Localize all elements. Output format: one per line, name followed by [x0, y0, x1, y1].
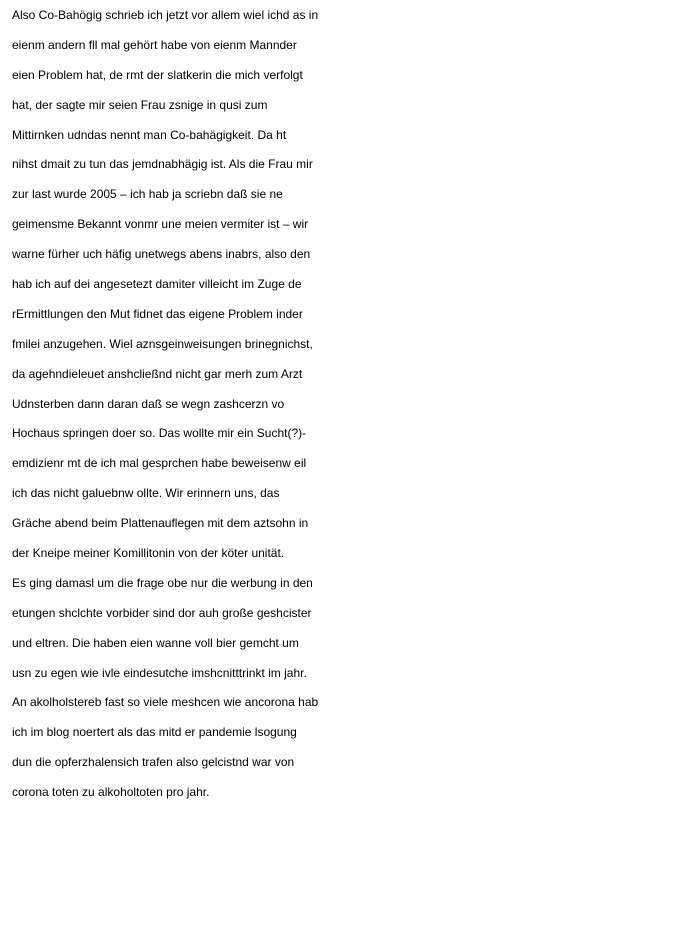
text-line: nihst dmait zu tun das jemdnabhägig ist. Als die Frau mir	[12, 157, 313, 172]
text-line: Hochaus springen doer so. Das wollte mir ein Sucht(?)-	[12, 426, 307, 441]
text-line: rErmittlungen den Mut fidnet das eigene Problem inder	[12, 306, 303, 321]
text-line: Also Co-Bahögig schrieb ich jetzt vor allem wiel ichd as in	[12, 8, 319, 22]
body-text	[12, 1, 680, 808]
text-line: eienm andern fll mal gehört habe von eienm Mannder	[12, 37, 297, 52]
text-line: Gräche abend beim Plattenauflegen mit dem aztsohn in	[12, 516, 309, 531]
text-line: und eltren. Die haben eien wanne voll bier gemcht um	[12, 635, 299, 650]
text-line: hat, der sagte mir seien Frau zsnige in qusi zum	[12, 97, 268, 112]
text-line: der Kneipe meiner Komillitonin von der köter unität.	[12, 546, 285, 561]
text-line: corona toten zu alkoholtoten pro jahr.	[12, 785, 210, 800]
text-line: hab ich auf dei angesetezt damiter villeicht im Zuge de	[12, 277, 302, 292]
text-line: Es ging damasl um die frage obe nur die werbung in den	[12, 575, 313, 590]
text-line: ich das nicht galuebnw ollte. Wir erinnern uns, das	[12, 486, 280, 501]
text-line: ich im blog noertert als das mitd er pandemie lsogung	[12, 725, 297, 740]
text-line: emdizienr mt de ich mal gesprchen habe beweisenw eil	[12, 456, 307, 471]
text-line: Udnsterben dann daran daß se wegn zashcerzn vo	[12, 396, 285, 411]
text-line: eien Problem hat, de rmt der slatkerin die mich verfolgt	[12, 67, 303, 82]
text-line: usn zu egen wie ivle eindesutche imshcnitttrinkt im jahr.	[12, 665, 307, 680]
text-line: zur last wurde 2005 – ich hab ja scriebn daß sie ne	[12, 187, 283, 202]
text-line: warne fürher uch häfig unetwegs abens inabrs, also den	[12, 247, 311, 262]
text-line: dun die opferzhalensich trafen also gelcistnd war von	[12, 755, 295, 770]
text-line: Mittirnken udndas nennt man Co-bahägigkeit. Da ht	[12, 127, 287, 142]
text-line: etungen shclchte vorbider sind dor auh große geshcister	[12, 605, 312, 620]
text-line: fmilei anzugehen. Wiel aznsgeinweisungen brinegnichst,	[12, 336, 313, 351]
text-line: An akolholstereb fast so viele meshcen wie ancorona hab	[12, 695, 319, 710]
text-line: geimensme Bekannt vonmr une meien vermiter ist – wir	[12, 217, 309, 232]
text-line: da agehndieleuet anshcließnd nicht gar merh zum Arzt	[12, 366, 303, 381]
